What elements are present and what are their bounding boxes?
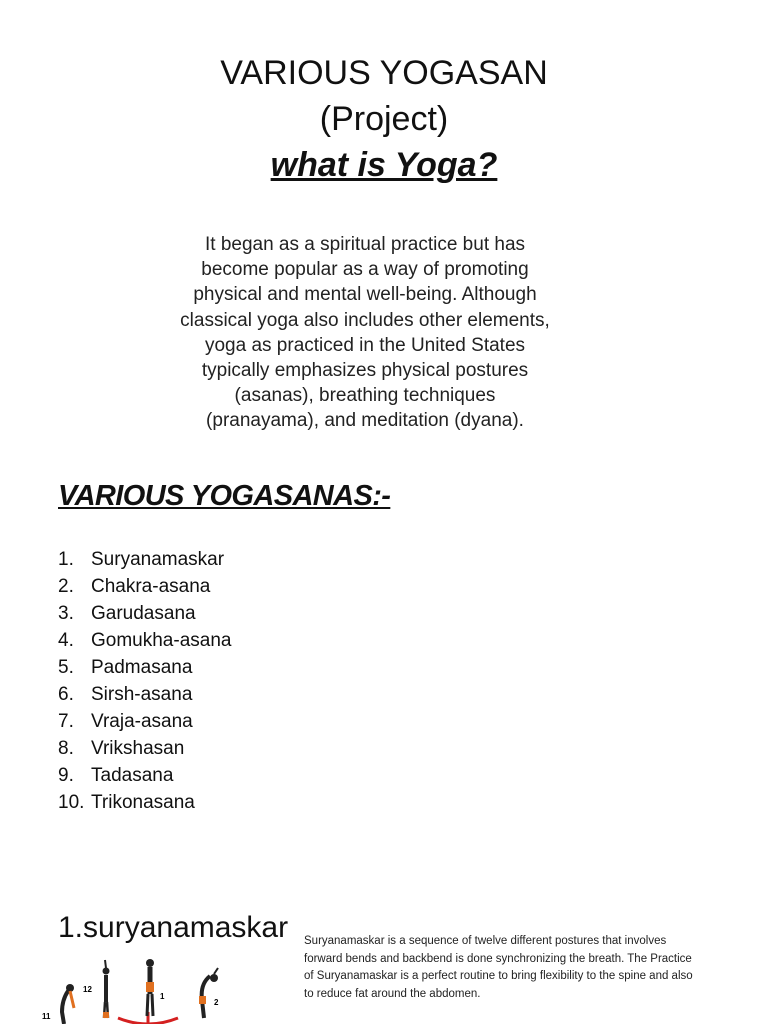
intro-line: become popular as a way of promoting bbox=[201, 259, 529, 281]
description-line: forward bends and backbend is done synchronizing the breath. The Practice bbox=[304, 952, 692, 965]
asana-name: Garudasana bbox=[91, 603, 196, 624]
list-item bbox=[58, 546, 231, 573]
asana-name: Gomukha-asana bbox=[91, 630, 232, 651]
list-number: 8. bbox=[58, 738, 74, 759]
asana-name: Padmasana bbox=[91, 657, 193, 678]
suryanamaskar-illustration bbox=[38, 956, 238, 1024]
list-item bbox=[58, 735, 231, 762]
asana-list bbox=[58, 546, 231, 816]
intro-line: classical yoga also includes other elements, bbox=[180, 309, 550, 331]
intro-line: typically emphasizes physical postures bbox=[201, 360, 529, 382]
pose-figure-11 bbox=[62, 984, 74, 1024]
pose-label: 12 bbox=[83, 985, 92, 994]
intro-paragraph bbox=[150, 232, 580, 434]
list-number: 1. bbox=[58, 549, 74, 570]
project-title: VARIOUS YOGASAN bbox=[220, 54, 548, 92]
project-subtitle: (Project) bbox=[319, 100, 449, 138]
list-item bbox=[58, 600, 231, 627]
pose-figure-2 bbox=[199, 968, 218, 1018]
asana-name: Chakra-asana bbox=[91, 576, 211, 597]
question-heading: what is Yoga? bbox=[270, 146, 498, 184]
pose-figure-1 bbox=[146, 959, 154, 1016]
list-number: 4. bbox=[58, 630, 74, 651]
asana-name: Vrikshasan bbox=[91, 738, 185, 759]
intro-line: (pranayama), and meditation (dyana). bbox=[206, 410, 524, 432]
asana-name: Vraja-asana bbox=[91, 711, 193, 732]
intro-line: (asanas), breathing techniques bbox=[234, 385, 496, 407]
description-line: to reduce fat around the abdomen. bbox=[304, 987, 481, 1000]
list-item bbox=[58, 573, 231, 600]
list-item bbox=[58, 627, 231, 654]
pose-label: 1 bbox=[160, 992, 165, 1001]
description-line: of Suryanamaskar is a perfect routine to bring flexibility to the spine and also bbox=[304, 970, 693, 982]
asana-name: Tadasana bbox=[91, 765, 174, 786]
pose-label: 2 bbox=[214, 998, 219, 1007]
description-line: Suryanamaskar is a sequence of twelve different postures that involves bbox=[304, 935, 667, 947]
intro-line: physical and mental well-being. Although bbox=[193, 284, 537, 306]
asana-name: Trikonasana bbox=[91, 792, 195, 813]
list-number: 6. bbox=[58, 684, 74, 705]
list-item bbox=[58, 654, 231, 681]
asana-name: Suryanamaskar bbox=[91, 549, 225, 570]
list-number: 3. bbox=[58, 603, 74, 624]
list-number: 9. bbox=[58, 765, 74, 786]
intro-line: It began as a spiritual practice but has bbox=[204, 234, 526, 255]
suryanamaskar-heading: 1.suryanamaskar bbox=[58, 911, 289, 944]
asana-name: Sirsh-asana bbox=[91, 684, 193, 705]
section-heading: VARIOUS YOGASANAS:- bbox=[58, 480, 391, 512]
suryanamaskar-description bbox=[304, 933, 760, 1003]
pose-label: 11 bbox=[42, 1012, 51, 1021]
list-item bbox=[58, 762, 231, 789]
list-number: 10. bbox=[58, 792, 85, 813]
list-item bbox=[58, 789, 231, 816]
list-number: 7. bbox=[58, 711, 74, 732]
list-number: 5. bbox=[58, 657, 74, 678]
list-item bbox=[58, 708, 231, 735]
intro-line: yoga as practiced in the United States bbox=[204, 334, 526, 356]
pose-figure-12 bbox=[103, 960, 110, 1018]
list-number: 2. bbox=[58, 576, 74, 597]
list-item bbox=[58, 681, 231, 708]
